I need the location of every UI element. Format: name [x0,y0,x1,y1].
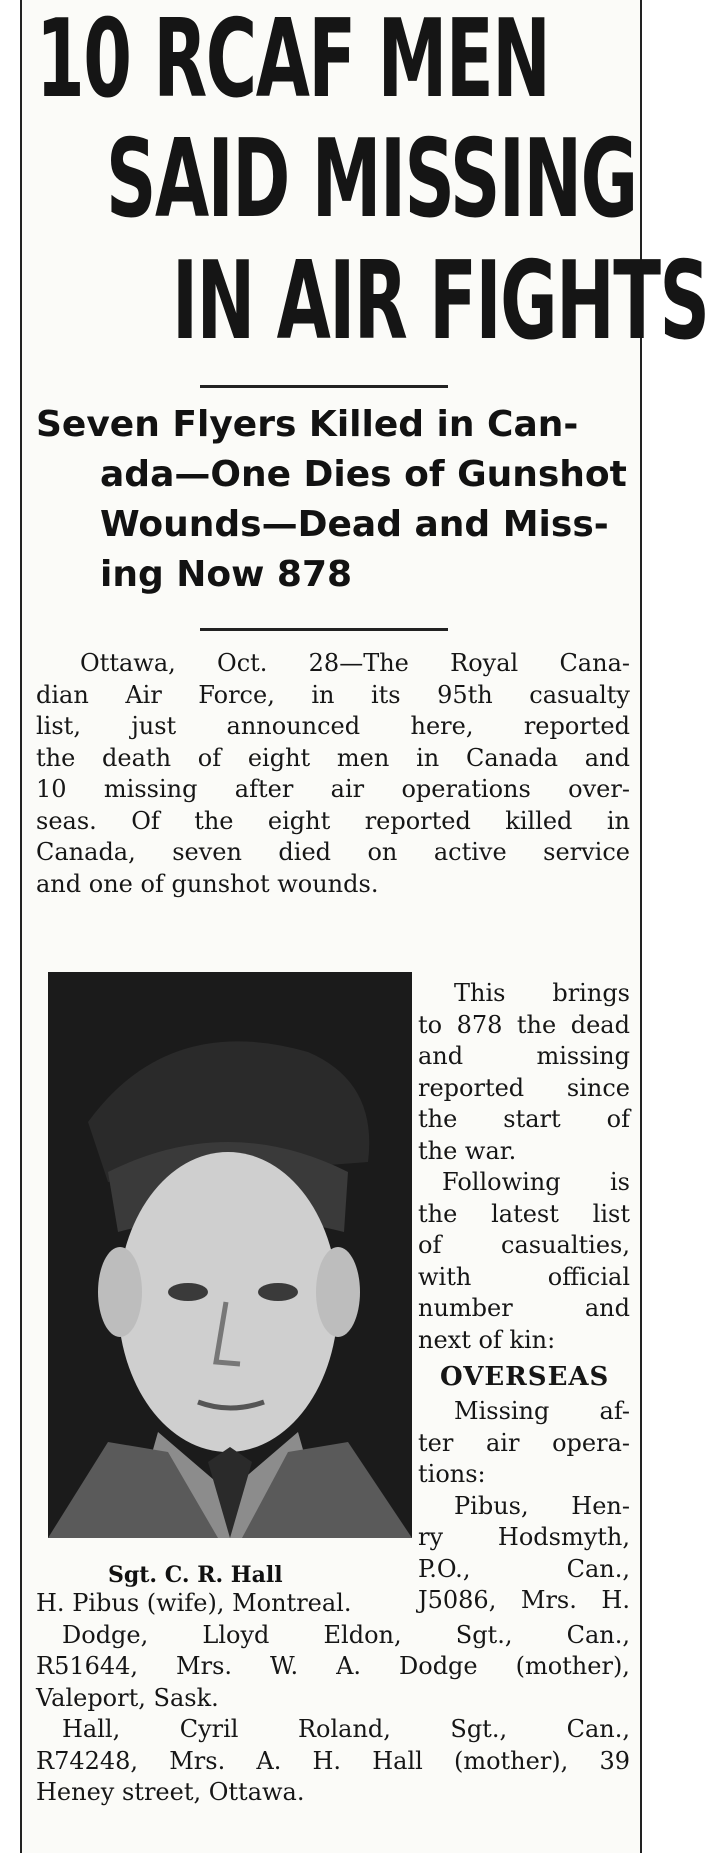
word: Can., [566,1620,630,1649]
lead-line [36,806,630,838]
side-line [418,1262,630,1294]
word: here, [410,712,474,740]
deck-line: ing Now 878 [100,554,353,595]
word: Sgt., [455,1620,513,1649]
word: This [454,979,506,1007]
lead-line [36,648,630,680]
word: af- [599,1397,630,1425]
word: Eldon, [323,1620,402,1649]
word: Hall [372,1746,423,1775]
deck-line: ada—One Dies of Gunshot [100,454,627,495]
side-line [418,1199,630,1231]
word: Of [131,806,160,835]
word: Canada, [36,838,136,866]
word: Following [442,1168,561,1196]
word: 878 [456,1010,503,1039]
word: Dodge [399,1652,478,1680]
word: Ottawa, [80,649,176,677]
word: operations [401,775,531,803]
photo-caption: Sgt. C. R. Hall [108,1562,283,1588]
side-line [418,978,630,1010]
word: official [547,1262,630,1291]
side-column [418,978,630,1356]
word: latest [491,1199,559,1228]
deck-headline [36,400,634,600]
word: to [418,1010,443,1039]
portrait-image [48,972,412,1538]
word: ry [418,1523,444,1551]
word: Air [125,680,162,709]
headline-line-1: 10 RCAF MEN [36,0,550,122]
word: brings [552,979,630,1007]
word: Hodsmyth, [497,1523,630,1551]
word: H. [601,1586,630,1614]
word: Hall, [62,1715,121,1743]
word: men [336,743,390,772]
side-line [418,1073,630,1105]
lead-paragraph [36,648,630,900]
lead-line [36,837,630,869]
casualty-line [36,1620,630,1652]
headline-line-2: SAID MISSING [106,117,637,242]
word: Royal [450,649,519,677]
headline-line-3: IN AIR FIGHTS [172,239,708,364]
word: Pibus, [454,1491,529,1520]
word: announced [226,712,361,740]
word: active [433,838,507,866]
lead-line: and one of gunshot wounds. [36,869,379,898]
word: of [606,1105,630,1133]
side-line [418,1293,630,1325]
side-line [418,1491,630,1523]
casualty-line: Valeport, Sask. [36,1683,219,1712]
word: Can., [566,1554,630,1583]
word: and [584,1294,630,1322]
word: Can., [566,1715,630,1743]
word: the [418,1199,458,1228]
word: reported [523,712,630,740]
word: list [592,1199,630,1228]
word: the [194,806,234,835]
word: died [278,838,332,866]
word: with [418,1262,472,1291]
casualty-line [36,1714,630,1746]
side-line [418,1554,630,1586]
word: Missing [454,1397,550,1425]
word: 39 [599,1746,630,1775]
word: Oct. [217,649,268,677]
word: in [311,680,335,709]
casualty-list [36,1588,630,1809]
word: (mother), [453,1746,569,1775]
lead-line [36,680,630,712]
word: dead [570,1010,630,1039]
newspaper-clipping [20,0,708,1853]
word: service [543,838,630,866]
side-line: the war. [418,1136,517,1165]
lead-line [36,711,630,743]
word: seas. [36,806,97,835]
casualty-line [36,1746,630,1778]
word: Mrs. [169,1746,226,1775]
word: and [584,743,630,772]
word: Mrs. [176,1652,233,1680]
word: Canada [465,743,559,772]
word: Cyril [179,1715,239,1743]
word: casualty [529,680,630,709]
deck-line: Wounds—Dead and Miss- [100,504,609,545]
word: reported [418,1073,525,1102]
word: after [234,775,294,803]
word: P.O., [418,1554,471,1583]
word: J5086, [418,1586,497,1614]
word: air [485,1428,520,1457]
word: list, [36,712,81,740]
side-line [418,1396,630,1428]
word: killed [505,806,573,835]
word: Hen- [571,1491,630,1520]
word: (mother), [515,1652,630,1680]
word: is [610,1168,630,1196]
word: Roland, [297,1715,391,1743]
word: of [418,1231,442,1259]
word: Mrs. [520,1586,577,1614]
lead-line [36,743,630,775]
word: Sgt., [450,1715,508,1743]
word: A. [336,1652,362,1680]
word: death [102,743,172,772]
word: A. [256,1746,282,1775]
word: seven [172,838,242,866]
word: Dodge, [62,1620,149,1649]
casualty-line [36,1651,630,1683]
word: opera- [552,1428,630,1457]
word: ter [418,1428,454,1457]
word: W. [269,1652,299,1680]
word: missing [536,1042,630,1070]
word: Lloyd [202,1620,270,1649]
word: over- [568,775,630,803]
word: R74248, [36,1746,139,1775]
word: casualties, [501,1231,630,1259]
word: its [370,680,401,709]
word: in [606,806,630,835]
word: the [36,743,76,772]
word: eight [247,743,311,772]
word: 10 [36,775,67,803]
side-line [418,1522,630,1554]
word: dian [36,680,89,709]
word: number [418,1294,513,1322]
word: H. [312,1746,342,1775]
side-line [418,1104,630,1136]
word: since [566,1073,630,1102]
word: just [131,712,177,740]
lead-line [36,774,630,806]
deck-divider [200,628,448,631]
word: missing [103,775,198,803]
section-subhead-overseas: OVERSEAS [440,1362,610,1392]
word: 28—The [308,649,409,677]
word: start [503,1105,561,1133]
word: eight [267,806,331,835]
headline-divider [200,385,448,388]
word: of [197,743,222,772]
word: and [418,1042,464,1070]
casualty-line: H. Pibus (wife), Montreal. [36,1589,352,1617]
word: Force, [198,680,275,709]
word: Cana- [559,649,630,677]
word: in [416,743,440,772]
side-line: next of kin: [418,1325,556,1354]
casualty-line: Heney street, Ottawa. [36,1778,305,1806]
word: R51644, [36,1652,139,1680]
side-line [418,1041,630,1073]
side-line [418,1428,630,1460]
side-column-continued [418,1396,630,1617]
deck-line: Seven Flyers Killed in Can- [36,404,579,445]
side-line [418,1010,630,1042]
portrait-photo [48,972,412,1538]
word: on [367,838,398,866]
word: air [330,775,365,803]
side-line: tions: [418,1460,486,1488]
word: the [418,1105,458,1133]
word: the [516,1010,557,1039]
side-line [418,1167,630,1199]
word: 95th [437,680,493,709]
word: reported [364,806,471,835]
side-line [418,1230,630,1262]
